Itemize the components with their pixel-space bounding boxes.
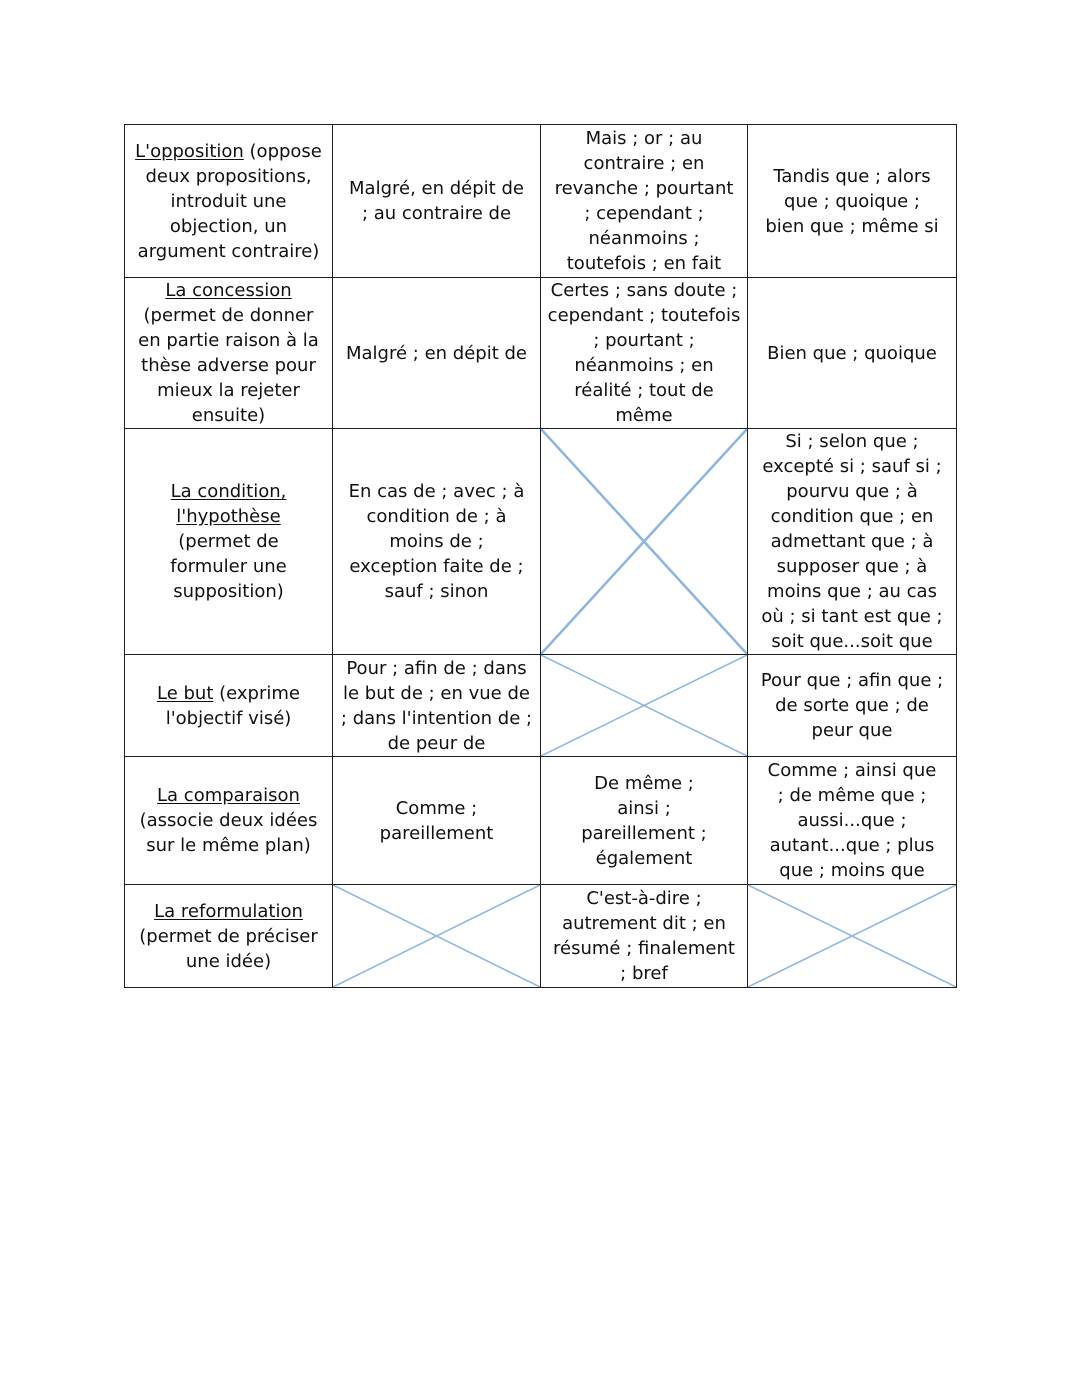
category-title: L'opposition — [135, 140, 244, 162]
cross-mark — [748, 885, 956, 987]
category-cell — [125, 125, 333, 278]
category-title: La condition, l'hypothèse — [170, 481, 287, 527]
empty-cell-crossed — [541, 429, 748, 655]
category-description: (permet de préciser une idée) — [139, 925, 318, 972]
prepositions-cell: Malgré ; en dépit de — [333, 278, 541, 429]
category-description: (associe deux idées sur le même plan) — [139, 810, 318, 856]
empty-cell-crossed — [748, 885, 957, 988]
category-description: (permet de donner en partie raison à la thèse adverse pour mieux la rejeter ensuite) — [138, 305, 319, 426]
conjunctions-cell: Pour que ; afin que ; de sorte que ; de peur que — [748, 655, 957, 757]
category-title: La comparaison — [157, 785, 300, 806]
category-description: (permet de formuler une supposition) — [170, 531, 287, 602]
table-row — [125, 757, 957, 885]
adverbs-cell: Certes ; sans doute ; cependant ; toutefois ; pourtant ; néanmoins ; en réalité ; tout de même — [541, 278, 748, 429]
table-row — [125, 278, 957, 429]
adverbs-cell: Mais ; or ; au contraire ; en revanche ; pourtant ; cependant ; néanmoins ; toutefois ; en fait — [541, 125, 748, 278]
category-cell — [125, 757, 333, 885]
adverbs-cell: C'est-à-dire ; autrement dit ; en résumé ; finalement ; bref — [541, 885, 748, 988]
cross-mark — [541, 429, 747, 654]
cross-mark — [541, 655, 747, 756]
conjunctions-cell: Bien que ; quoique — [748, 278, 957, 429]
prepositions-cell: Malgré, en dépit de ; au contraire de — [333, 125, 541, 278]
category-cell — [125, 655, 333, 757]
category-title: La reformulation — [154, 900, 303, 922]
category-cell — [125, 429, 333, 655]
table-row — [125, 885, 957, 988]
category-cell — [125, 278, 333, 429]
empty-cell-crossed — [333, 885, 541, 988]
table-row — [125, 125, 957, 278]
conjunctions-cell: Si ; selon que ; excepté si ; sauf si ; pourvu que ; à condition que ; en admettant que ; à supposer que ; à moins que ; au cas où ; si tant est que ; soit que...soit que — [748, 429, 957, 655]
empty-cell-crossed — [541, 655, 748, 757]
prepositions-cell: En cas de ; avec ; à condition de ; à moins de ; exception faite de ; sauf ; sinon — [333, 429, 541, 655]
category-cell — [125, 885, 333, 988]
category-description: (oppose deux propositions, introduit une objection, un argument contraire) — [137, 140, 322, 262]
category-title: La concession — [165, 280, 292, 301]
table-row — [125, 429, 957, 655]
category-title: Le but — [157, 682, 214, 704]
category-description: (exprime l'objectif visé) — [165, 682, 300, 729]
conjunctions-cell: Comme ; ainsi que ; de même que ; aussi...que ; autant...que ; plus que ; moins que — [748, 757, 957, 885]
connectors-table — [124, 124, 957, 988]
cross-mark — [333, 885, 540, 987]
prepositions-cell: Comme ; pareillement — [333, 757, 541, 885]
table-row — [125, 655, 957, 757]
adverbs-cell: De même ; ainsi ; pareillement ; également — [541, 757, 748, 885]
prepositions-cell: Pour ; afin de ; dans le but de ; en vue de ; dans l'intention de ; de peur de — [333, 655, 541, 757]
conjunctions-cell: Tandis que ; alors que ; quoique ; bien que ; même si — [748, 125, 957, 278]
